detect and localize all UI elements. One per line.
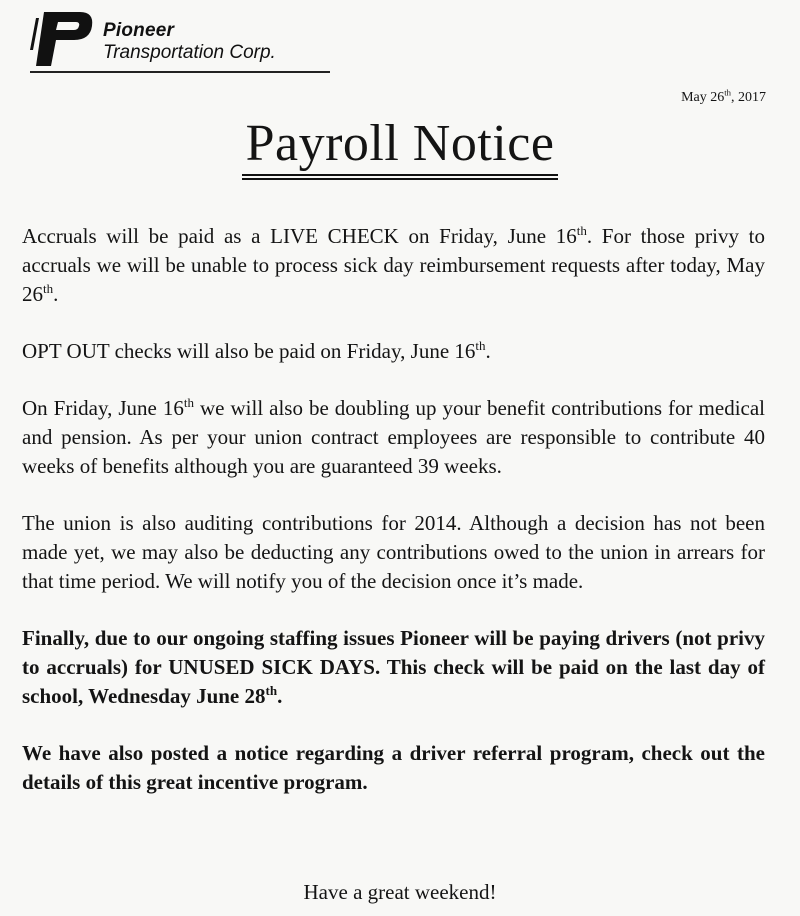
p1-text-c: .: [53, 282, 59, 306]
p2-sup-a: th: [475, 338, 486, 353]
p3-text-a: On Friday, June 16: [22, 396, 184, 420]
p2-text-a: OPT OUT checks will also be paid on Friday, June 16: [22, 339, 476, 363]
paragraph-union-audit: [22, 509, 765, 596]
p3-text-b: we will also be doubling up your benefit contributions for medical and pension. As per your union contract employees are responsible to contribute 40 weeks of benefits although you are guaranteed 39 weeks.: [22, 396, 766, 478]
p1-sup-a: th: [576, 223, 587, 238]
notice-body: [22, 222, 765, 825]
pioneer-p-logo-icon: [30, 10, 96, 68]
p1-text-a: Accruals will be paid as a LIVE CHECK on Friday, June 16: [22, 224, 577, 248]
p1-sup-b: th: [43, 281, 54, 296]
p4-text: The union is also auditing contributions for 2014. Although a decision has not been made yet, we may also be deducting any contributions owed to the union in arrears for that time period. We will notify you of the decision once it’s made.: [22, 511, 765, 593]
paragraph-unused-sick-days: [22, 624, 765, 711]
p1-text-b: . For those privy to accruals we will be unable to process sick day reimbursement requests after today, May 26: [22, 224, 765, 306]
date-suffix: th: [724, 87, 731, 98]
p5-text-a: Finally, due to our ongoing staffing issues Pioneer will be paying drivers (not privy to accruals) for UNUSED SICK DAYS. This check will be paid on the last day of school, Wednesday June 28: [22, 626, 765, 708]
paragraph-referral-program: [22, 739, 765, 797]
p3-sup-a: th: [183, 395, 194, 410]
company-name: Pioneer: [103, 20, 175, 41]
closing-line: Have a great weekend!: [303, 880, 497, 904]
page-title: [0, 115, 800, 176]
company-logo: [30, 10, 330, 70]
paragraph-opt-out: [22, 337, 765, 366]
paragraph-benefits: [22, 394, 765, 481]
title-text: Payroll Notice: [242, 118, 559, 176]
p5-text-b: .: [277, 684, 283, 708]
paragraph-live-check: [22, 222, 765, 309]
p5-sup-a: th: [265, 683, 278, 698]
p6-text: We have also posted a notice regarding a driver referral program, check out the details of this great incentive program.: [22, 741, 765, 794]
notice-date: [681, 87, 766, 106]
date-year: , 2017: [731, 90, 766, 105]
logo-divider: [30, 71, 330, 73]
p2-text-b: .: [485, 339, 491, 363]
company-subtitle: Transportation Corp.: [103, 42, 276, 63]
date-month-day: May 26: [681, 90, 725, 105]
